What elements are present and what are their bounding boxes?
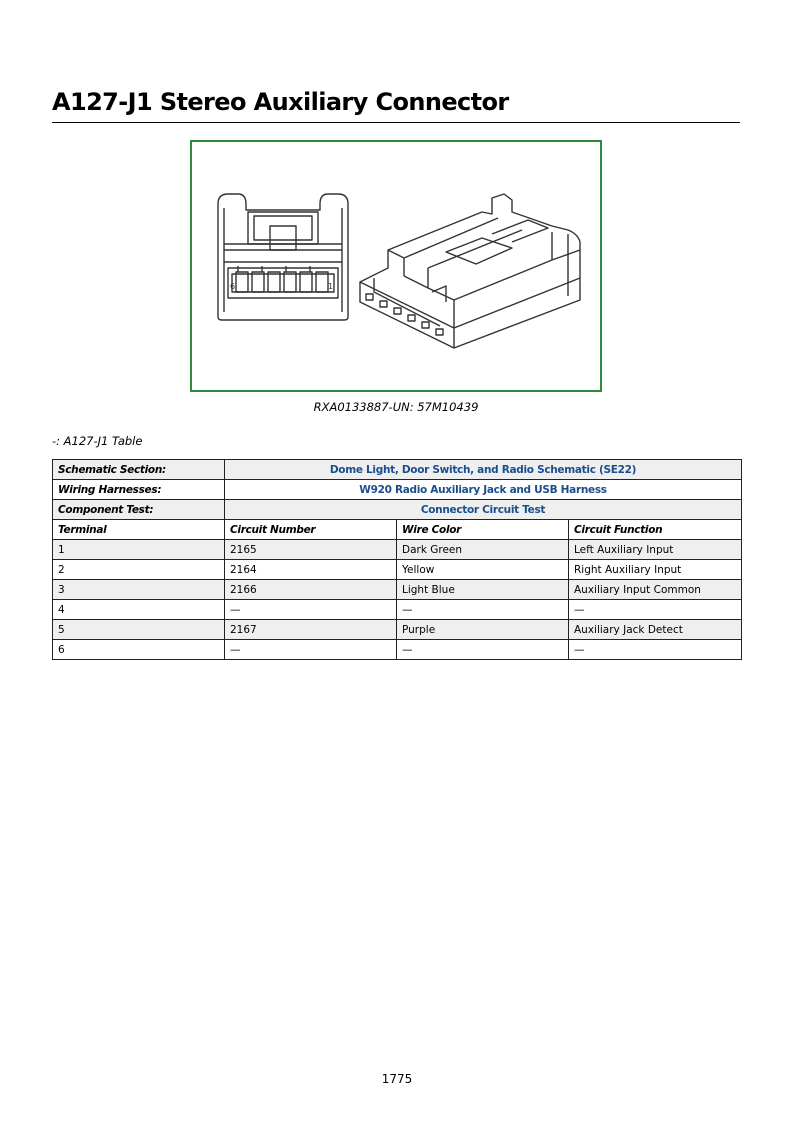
header-circuit-function: Circuit Function	[569, 520, 742, 540]
circuit-number-cell: —	[225, 640, 397, 660]
header-wire-color: Wire Color	[397, 520, 569, 540]
terminal-cell: 3	[53, 580, 225, 600]
table-row	[53, 620, 742, 640]
schematic-section-label: Schematic Section:	[53, 460, 225, 480]
circuit-number-cell: —	[225, 600, 397, 620]
circuit-function-cell: —	[569, 640, 742, 660]
table-row-harness	[53, 480, 742, 500]
wire-color-cell: Purple	[397, 620, 569, 640]
circuit-function-cell: Auxiliary Jack Detect	[569, 620, 742, 640]
title-divider	[52, 122, 740, 123]
circuit-function-cell: —	[569, 600, 742, 620]
terminal-cell: 5	[53, 620, 225, 640]
wire-color-cell: —	[397, 640, 569, 660]
table-row	[53, 580, 742, 600]
terminal-cell: 4	[53, 600, 225, 620]
wiring-harnesses-label: Wiring Harnesses:	[53, 480, 225, 500]
table-row-component-test	[53, 500, 742, 520]
schematic-section-link[interactable]: Dome Light, Door Switch, and Radio Schematic (SE22)	[225, 460, 742, 480]
connector-figure	[190, 140, 602, 392]
front-pin-cavities	[236, 266, 328, 292]
pin-label-6: 6	[230, 282, 236, 291]
component-test-link[interactable]: Connector Circuit Test	[225, 500, 742, 520]
circuit-function-cell: Right Auxiliary Input	[569, 560, 742, 580]
table-header-row	[53, 520, 742, 540]
table-row	[53, 560, 742, 580]
wire-color-cell: Light Blue	[397, 580, 569, 600]
circuit-number-cell: 2164	[225, 560, 397, 580]
page-title: A127-J1 Stereo Auxiliary Connector	[52, 88, 509, 116]
wire-color-cell: —	[397, 600, 569, 620]
table-row-schematic	[53, 460, 742, 480]
circuit-function-cell: Left Auxiliary Input	[569, 540, 742, 560]
terminal-cell: 1	[53, 540, 225, 560]
circuit-number-cell: 2166	[225, 580, 397, 600]
figure-caption: RXA0133887-UN: 57M10439	[313, 400, 479, 414]
table-row	[53, 540, 742, 560]
terminal-cell: 2	[53, 560, 225, 580]
terminal-cell: 6	[53, 640, 225, 660]
table-row	[53, 640, 742, 660]
wiring-harness-link[interactable]: W920 Radio Auxiliary Jack and USB Harness	[225, 480, 742, 500]
circuit-function-cell: Auxiliary Input Common	[569, 580, 742, 600]
component-test-label: Component Test:	[53, 500, 225, 520]
connector-isometric-view	[360, 194, 580, 348]
iso-pin-cavities	[366, 294, 443, 335]
table-row	[53, 600, 742, 620]
wire-color-cell: Dark Green	[397, 540, 569, 560]
circuit-number-cell: 2167	[225, 620, 397, 640]
circuit-number-cell: 2165	[225, 540, 397, 560]
pin-label-1: 1	[328, 282, 334, 291]
header-terminal: Terminal	[53, 520, 225, 540]
connector-illustration	[192, 142, 600, 390]
page-number: 1775	[381, 1072, 413, 1086]
connector-table	[52, 459, 742, 660]
wire-color-cell: Yellow	[397, 560, 569, 580]
connector-front-view	[218, 194, 348, 320]
table-title: -: A127-J1 Table	[52, 434, 143, 448]
header-circuit-number: Circuit Number	[225, 520, 397, 540]
